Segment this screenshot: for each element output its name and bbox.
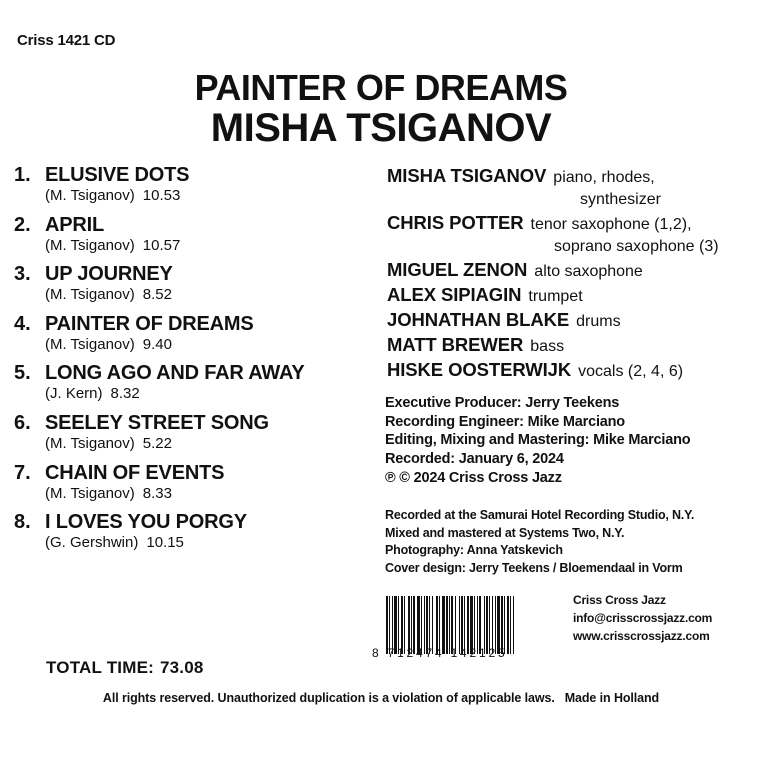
track-number: 4.	[14, 312, 31, 335]
track-composer: (M. Tsiganov)	[45, 286, 135, 304]
track-credit	[45, 385, 140, 402]
production-credits	[385, 394, 690, 488]
label-contact	[573, 591, 712, 645]
studio-line: Photography: Anna Yatskevich	[385, 543, 563, 558]
track-duration: 10.15	[146, 534, 184, 552]
credit-line: Recording Engineer: Mike Marciano	[385, 413, 625, 430]
track-number: 2.	[14, 213, 31, 236]
track-item	[14, 412, 364, 462]
musician-name: MATT BREWER	[387, 334, 524, 355]
track-number: 7.	[14, 461, 31, 484]
made-in: Made in Holland	[564, 691, 660, 705]
musician-name: HISKE OOSTERWIJK	[387, 359, 572, 380]
total-time	[46, 658, 204, 678]
total-time-label: TOTAL TIME:	[46, 658, 154, 677]
track-number: 1.	[14, 164, 31, 186]
musician-instrument: bass	[530, 338, 565, 355]
credit-line: Editing, Mixing and Mastering: Mike Marciano	[385, 432, 691, 449]
personnel-row	[387, 358, 757, 383]
track-duration: 10.57	[142, 236, 181, 254]
credit-line: Executive Producer: Jerry Teekens	[385, 395, 620, 411]
studio-credits	[385, 507, 694, 577]
track-title: PAINTER OF DREAMS	[45, 312, 254, 335]
total-time-value: 73.08	[159, 658, 204, 677]
track-credit	[45, 286, 172, 303]
track-duration: 8.33	[142, 484, 172, 502]
track-title: APRIL	[45, 213, 105, 236]
musician-instrument: trumpet	[528, 288, 583, 305]
copyright-line: ℗ © 2024 Criss Cross Jazz	[385, 469, 562, 486]
personnel-row	[387, 258, 757, 283]
track-duration: 9.40	[142, 335, 172, 353]
track-item	[14, 214, 364, 264]
track-title: UP JOURNEY	[45, 263, 173, 286]
track-item	[14, 462, 364, 512]
track-item	[14, 164, 364, 214]
track-composer: (G. Gershwin)	[45, 534, 139, 552]
personnel-row	[387, 308, 757, 333]
musician-name: MIGUEL ZENON	[387, 259, 528, 280]
musician-instrument: tenor saxophone (1,2),	[530, 216, 692, 233]
artist-name: MISHA TSIGANOV	[210, 106, 552, 150]
rights-text: All rights reserved. Unauthorized duplication is a violation of applicable laws.	[102, 691, 555, 705]
musician-instrument: alto saxophone	[534, 263, 643, 280]
personnel-row	[387, 211, 757, 258]
track-credit	[45, 237, 180, 254]
track-composer: (M. Tsiganov)	[45, 484, 135, 502]
track-credit	[45, 485, 172, 502]
musician-name: CHRIS POTTER	[387, 212, 524, 233]
studio-line: Mixed and mastered at Systems Two, N.Y.	[385, 525, 625, 540]
musician-instrument: piano, rhodes,	[553, 169, 655, 186]
label-name: Criss Cross Jazz	[573, 593, 666, 607]
track-title: CHAIN OF EVENTS	[45, 461, 225, 484]
album-title: PAINTER OF DREAMS	[194, 67, 568, 108]
catalog-number: Criss 1421 CD	[17, 32, 116, 49]
track-title: LONG AGO AND FAR AWAY	[45, 362, 305, 385]
musician-instrument-cont: soprano saxophone (3)	[554, 238, 719, 255]
track-title: ELUSIVE DOTS	[45, 164, 190, 186]
track-composer: (M. Tsiganov)	[45, 187, 135, 204]
studio-line: Cover design: Jerry Teekens / Bloemendaal in Vorm	[385, 560, 683, 575]
rights-notice	[0, 691, 762, 705]
barcode-number: 8 712474 142125	[372, 646, 508, 660]
track-item	[14, 511, 364, 561]
personnel-row	[387, 164, 757, 211]
musician-name: JOHNATHAN BLAKE	[387, 309, 570, 330]
musician-name: ALEX SIPIAGIN	[387, 284, 522, 305]
musician-instrument: drums	[576, 313, 621, 330]
track-item	[14, 313, 364, 363]
track-duration: 5.22	[142, 434, 172, 452]
musician-instrument: vocals (2, 4, 6)	[578, 363, 684, 380]
track-number: 5.	[14, 362, 31, 385]
label-email: info@crisscrossjazz.com	[573, 611, 713, 625]
track-item	[14, 263, 364, 313]
musician-instrument-cont: synthesizer	[580, 191, 661, 208]
track-number: 3.	[14, 263, 31, 286]
personnel-list	[387, 164, 757, 383]
studio-line: Recorded at the Samurai Hotel Recording Studio, N.Y.	[385, 508, 695, 522]
track-duration: 10.53	[142, 187, 181, 204]
track-composer: (M. Tsiganov)	[45, 335, 135, 353]
track-duration: 8.32	[110, 385, 140, 403]
musician-name: MISHA TSIGANOV	[387, 165, 547, 186]
track-composer: (J. Kern)	[45, 385, 103, 403]
label-website: www.crisscrossjazz.com	[573, 629, 710, 643]
track-credit	[45, 534, 184, 551]
track-composer: (M. Tsiganov)	[45, 236, 135, 254]
track-credit	[45, 435, 172, 452]
track-title: SEELEY STREET SONG	[45, 411, 269, 434]
credit-line: Recorded: January 6, 2024	[385, 451, 564, 468]
track-number: 6.	[14, 411, 31, 434]
track-list	[14, 164, 364, 561]
track-credit	[45, 336, 172, 353]
track-title: I LOVES YOU PORGY	[45, 511, 247, 534]
track-composer: (M. Tsiganov)	[45, 434, 135, 452]
track-duration: 8.52	[142, 286, 172, 304]
track-number: 8.	[14, 511, 31, 534]
personnel-row	[387, 283, 757, 308]
track-credit	[45, 187, 180, 204]
personnel-row	[387, 333, 757, 358]
track-item	[14, 362, 364, 412]
